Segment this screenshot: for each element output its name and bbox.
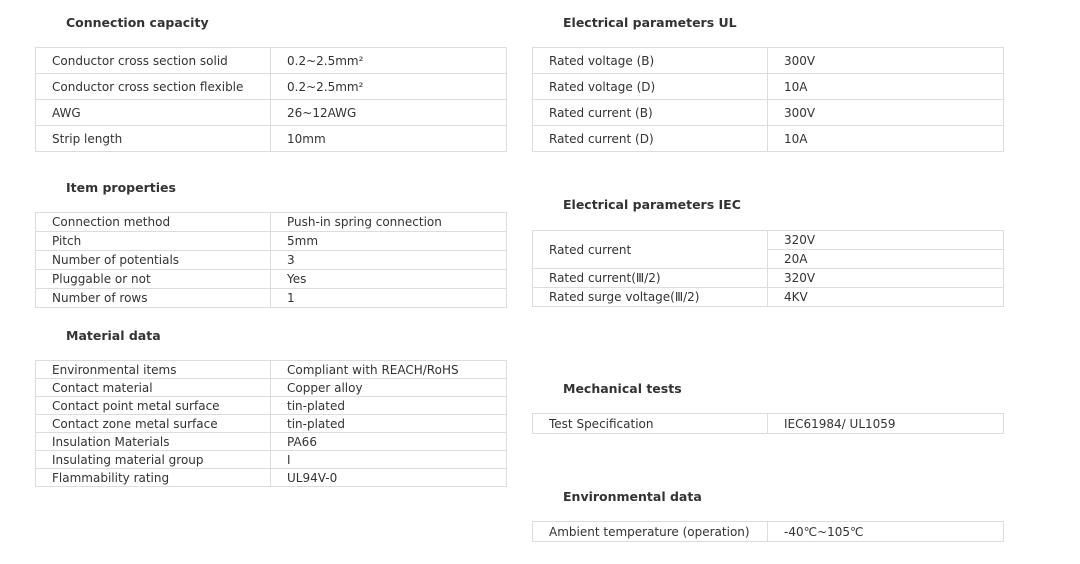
spec-label: Ambient temperature (operation) bbox=[533, 522, 768, 542]
section-title-mechanical-tests: Mechanical tests bbox=[563, 381, 682, 396]
section-title-material-data: Material data bbox=[66, 328, 161, 343]
spec-value: Copper alloy bbox=[271, 379, 507, 397]
material-data-table bbox=[35, 360, 507, 487]
spec-label: Pitch bbox=[36, 232, 271, 251]
spec-label: Pluggable or not bbox=[36, 270, 271, 289]
spec-label: Connection method bbox=[36, 213, 271, 232]
mechanical-tests-table bbox=[532, 413, 1004, 434]
spec-value: IEC61984/ UL1059 bbox=[768, 414, 1004, 434]
spec-value: 300V bbox=[768, 100, 1004, 126]
spec-value: Compliant with REACH/RoHS bbox=[271, 361, 507, 379]
table-row bbox=[36, 232, 507, 251]
section-title-electrical-ul: Electrical parameters UL bbox=[563, 15, 737, 30]
spec-label: Insulating material group bbox=[36, 451, 271, 469]
spec-label: Contact point metal surface bbox=[36, 397, 271, 415]
spec-label: Number of potentials bbox=[36, 251, 271, 270]
spec-value: 0.2~2.5mm² bbox=[271, 74, 507, 100]
spec-value: 20A bbox=[768, 250, 1004, 269]
spec-label: Rated current(Ⅲ/2) bbox=[533, 269, 768, 288]
table-row bbox=[36, 251, 507, 270]
spec-label: Rated surge voltage(Ⅲ/2) bbox=[533, 288, 768, 307]
electrical-iec-table bbox=[532, 230, 1004, 307]
spec-value: tin-plated bbox=[271, 415, 507, 433]
spec-value: 320V bbox=[768, 231, 1004, 250]
table-row bbox=[36, 415, 507, 433]
spec-label: Number of rows bbox=[36, 289, 271, 308]
item-properties-table bbox=[35, 212, 507, 308]
table-row bbox=[36, 451, 507, 469]
spec-value: UL94V-0 bbox=[271, 469, 507, 487]
spec-label: Flammability rating bbox=[36, 469, 271, 487]
table-row bbox=[36, 397, 507, 415]
table-row bbox=[533, 48, 1004, 74]
table-row bbox=[533, 522, 1004, 542]
table-row bbox=[533, 100, 1004, 126]
table-row bbox=[36, 433, 507, 451]
spec-value: 10A bbox=[768, 126, 1004, 152]
spec-value: 320V bbox=[768, 269, 1004, 288]
spec-value: 4KV bbox=[768, 288, 1004, 307]
section-title-environmental-data: Environmental data bbox=[563, 489, 702, 504]
spec-value: 3 bbox=[271, 251, 507, 270]
spec-value: 300V bbox=[768, 48, 1004, 74]
table-row bbox=[533, 126, 1004, 152]
spec-label: Conductor cross section flexible bbox=[36, 74, 271, 100]
electrical-ul-table bbox=[532, 47, 1004, 152]
spec-value: Push-in spring connection bbox=[271, 213, 507, 232]
spec-value: Ⅰ bbox=[271, 451, 507, 469]
spec-value: PA66 bbox=[271, 433, 507, 451]
spec-label: Environmental items bbox=[36, 361, 271, 379]
spec-value: 1 bbox=[271, 289, 507, 308]
spec-label: Rated current (D) bbox=[533, 126, 768, 152]
connection-capacity-table bbox=[35, 47, 507, 152]
spec-label: Rated voltage (B) bbox=[533, 48, 768, 74]
table-row bbox=[36, 126, 507, 152]
table-row bbox=[36, 48, 507, 74]
spec-value: 5mm bbox=[271, 232, 507, 251]
table-row bbox=[36, 74, 507, 100]
spec-value: 10A bbox=[768, 74, 1004, 100]
table-row bbox=[36, 213, 507, 232]
table-row bbox=[533, 74, 1004, 100]
table-row bbox=[36, 289, 507, 308]
spec-value: -40℃~105℃ bbox=[768, 522, 1004, 542]
table-row bbox=[36, 270, 507, 289]
section-title-item-properties: Item properties bbox=[66, 180, 176, 195]
spec-label: Test Specification bbox=[533, 414, 768, 434]
spec-label: Contact zone metal surface bbox=[36, 415, 271, 433]
table-row bbox=[36, 100, 507, 126]
spec-label: Strip length bbox=[36, 126, 271, 152]
environmental-data-table bbox=[532, 521, 1004, 542]
spec-label: Conductor cross section solid bbox=[36, 48, 271, 74]
spec-label: Rated current (B) bbox=[533, 100, 768, 126]
spec-value: 26~12AWG bbox=[271, 100, 507, 126]
spec-value: 0.2~2.5mm² bbox=[271, 48, 507, 74]
spec-value: Yes bbox=[271, 270, 507, 289]
table-row bbox=[533, 414, 1004, 434]
section-title-connection-capacity: Connection capacity bbox=[66, 15, 209, 30]
spec-label: Insulation Materials bbox=[36, 433, 271, 451]
spec-value: 10mm bbox=[271, 126, 507, 152]
spec-value: tin-plated bbox=[271, 397, 507, 415]
spec-label: AWG bbox=[36, 100, 271, 126]
table-row bbox=[533, 269, 1004, 288]
table-row bbox=[533, 288, 1004, 307]
spec-label: Rated current bbox=[533, 231, 768, 269]
table-row bbox=[36, 379, 507, 397]
table-row bbox=[36, 361, 507, 379]
table-row bbox=[36, 469, 507, 487]
spec-label: Rated voltage (D) bbox=[533, 74, 768, 100]
spec-label: Contact material bbox=[36, 379, 271, 397]
section-title-electrical-iec: Electrical parameters IEC bbox=[563, 197, 741, 212]
table-row bbox=[533, 231, 1004, 250]
